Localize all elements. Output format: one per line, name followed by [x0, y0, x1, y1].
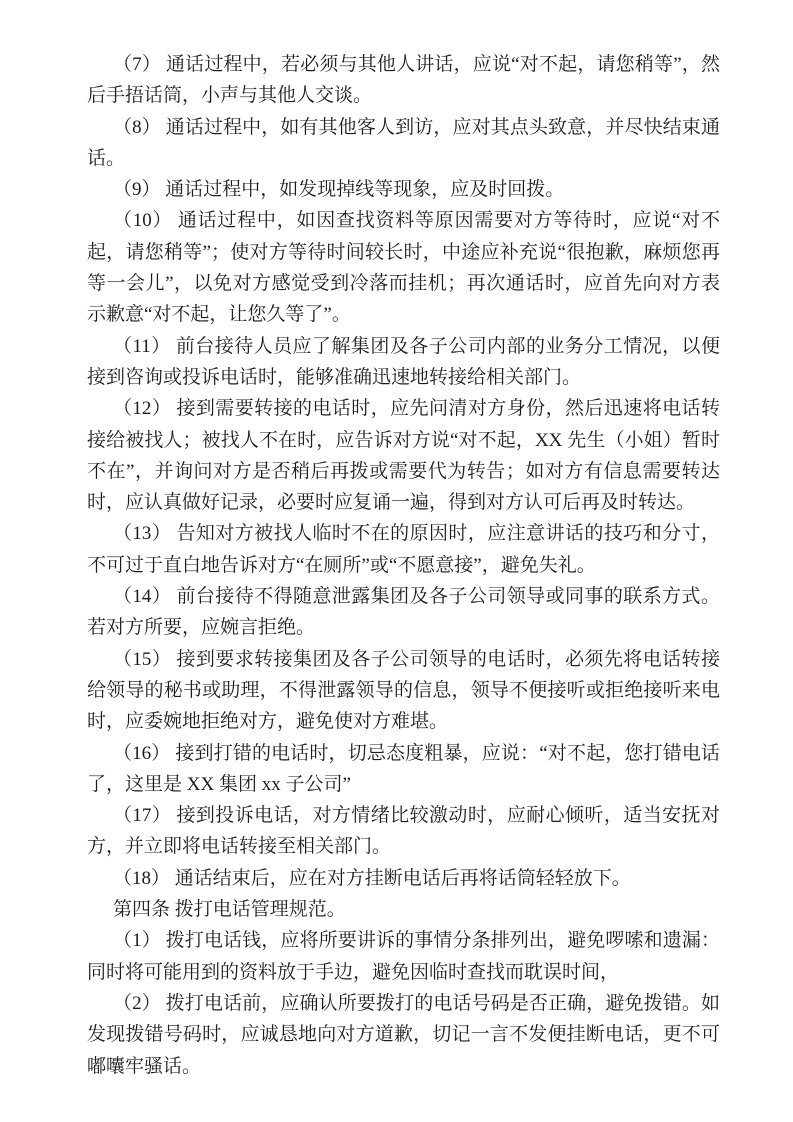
paragraph-item-2: （2） 拨打电话前，应确认所要拨打的电话号码是否正确，避免拨错。如发现拨错号码时，应诚恳地向对方道歉，切记一言不发便挂断电话，更不可嘟囔牢骚话。 [87, 992, 720, 1077]
paragraph-item-17: （17） 接到投诉电话，对方情绪比较激动时，应耐心倾听，适当安抚对方，并立即将电话转接至相关部门。 [87, 805, 720, 858]
paragraph-item-1: （1） 拨打电话钱，应将所要讲诉的事情分条排列出，避免啰嗦和遗漏：同时将可能用到的资料放于手边，避免因临时查找而耽误时间， [87, 930, 720, 983]
paragraph-item-16: （16） 接到打错的电话时，切忌态度粗暴，应说：“对不起，您打错电话了，这里是 XX 集团 xx 子公司” [87, 742, 720, 795]
paragraph-item-9: （9） 通话过程中，如发现掉线等现象，应及时回拨。 [113, 179, 565, 201]
document-body-text [87, 49, 720, 1082]
paragraph-item-11: （11） 前台接待人员应了解集团及各子公司内部的业务分工情况，以便接到咨询或投诉电话时，能够准确迅速地转接给相关部门。 [87, 335, 720, 388]
paragraph-item-8: （8） 通话过程中，如有其他客人到访，应对其点头致意，并尽快结束通话。 [87, 116, 720, 169]
paragraph-item-18: （18） 通话结束后，应在对方挂断电话后再将话筒轻轻放下。 [113, 867, 631, 889]
paragraph-item-14: （14） 前台接待不得随意泄露集团及各子公司领导或同事的联系方式。若对方所要，应婉言拒绝。 [87, 586, 720, 639]
paragraph-item-10: （10） 通话过程中，如因查找资料等原因需要对方等待时，应说“对不起，请您稍等”；使对方等待时间较长时，中途应补充说“很抱歉，麻烦您再等一会儿”，以免对方感觉受到冷落而挂机；再次通话时，应首先向对方表示歉意“对不起，让您久等了”。 [87, 210, 720, 326]
paragraph-item-15: （15） 接到要求转接集团及各子公司领导的电话时，必须先将电话转接给领导的秘书或助理，不得泄露领导的信息，领导不便接听或拒绝接听来电时，应委婉地拒绝对方，避免使对方难堪。 [87, 648, 720, 733]
paragraph-item-7: （7） 通话过程中，若必须与其他人讲话，应说“对不起，请您稍等”，然后手捂话筒，小声与其他人交谈。 [87, 54, 720, 107]
section-heading-article-4: 第四条 拨打电话管理规范。 [113, 899, 346, 921]
paragraph-item-13: （13） 告知对方被找人临时不在的原因时，应注意讲话的技巧和分寸，不可过于直白地告诉对方“在厕所”或“不愿意接”，避免失礼。 [87, 523, 720, 576]
paragraph-item-12: （12） 接到需要转接的电话时，应先问清对方身份，然后迅速将电话转接给被找人；被找人不在时，应告诉对方说“对不起，XX 先生（小姐）暂时不在”，并询问对方是否稍后再拨或需要代为转告；如对方有信息需要转达时，应认真做好记录，必要时应复诵一遍，得到对方认可后再及时转达。 [87, 398, 720, 514]
